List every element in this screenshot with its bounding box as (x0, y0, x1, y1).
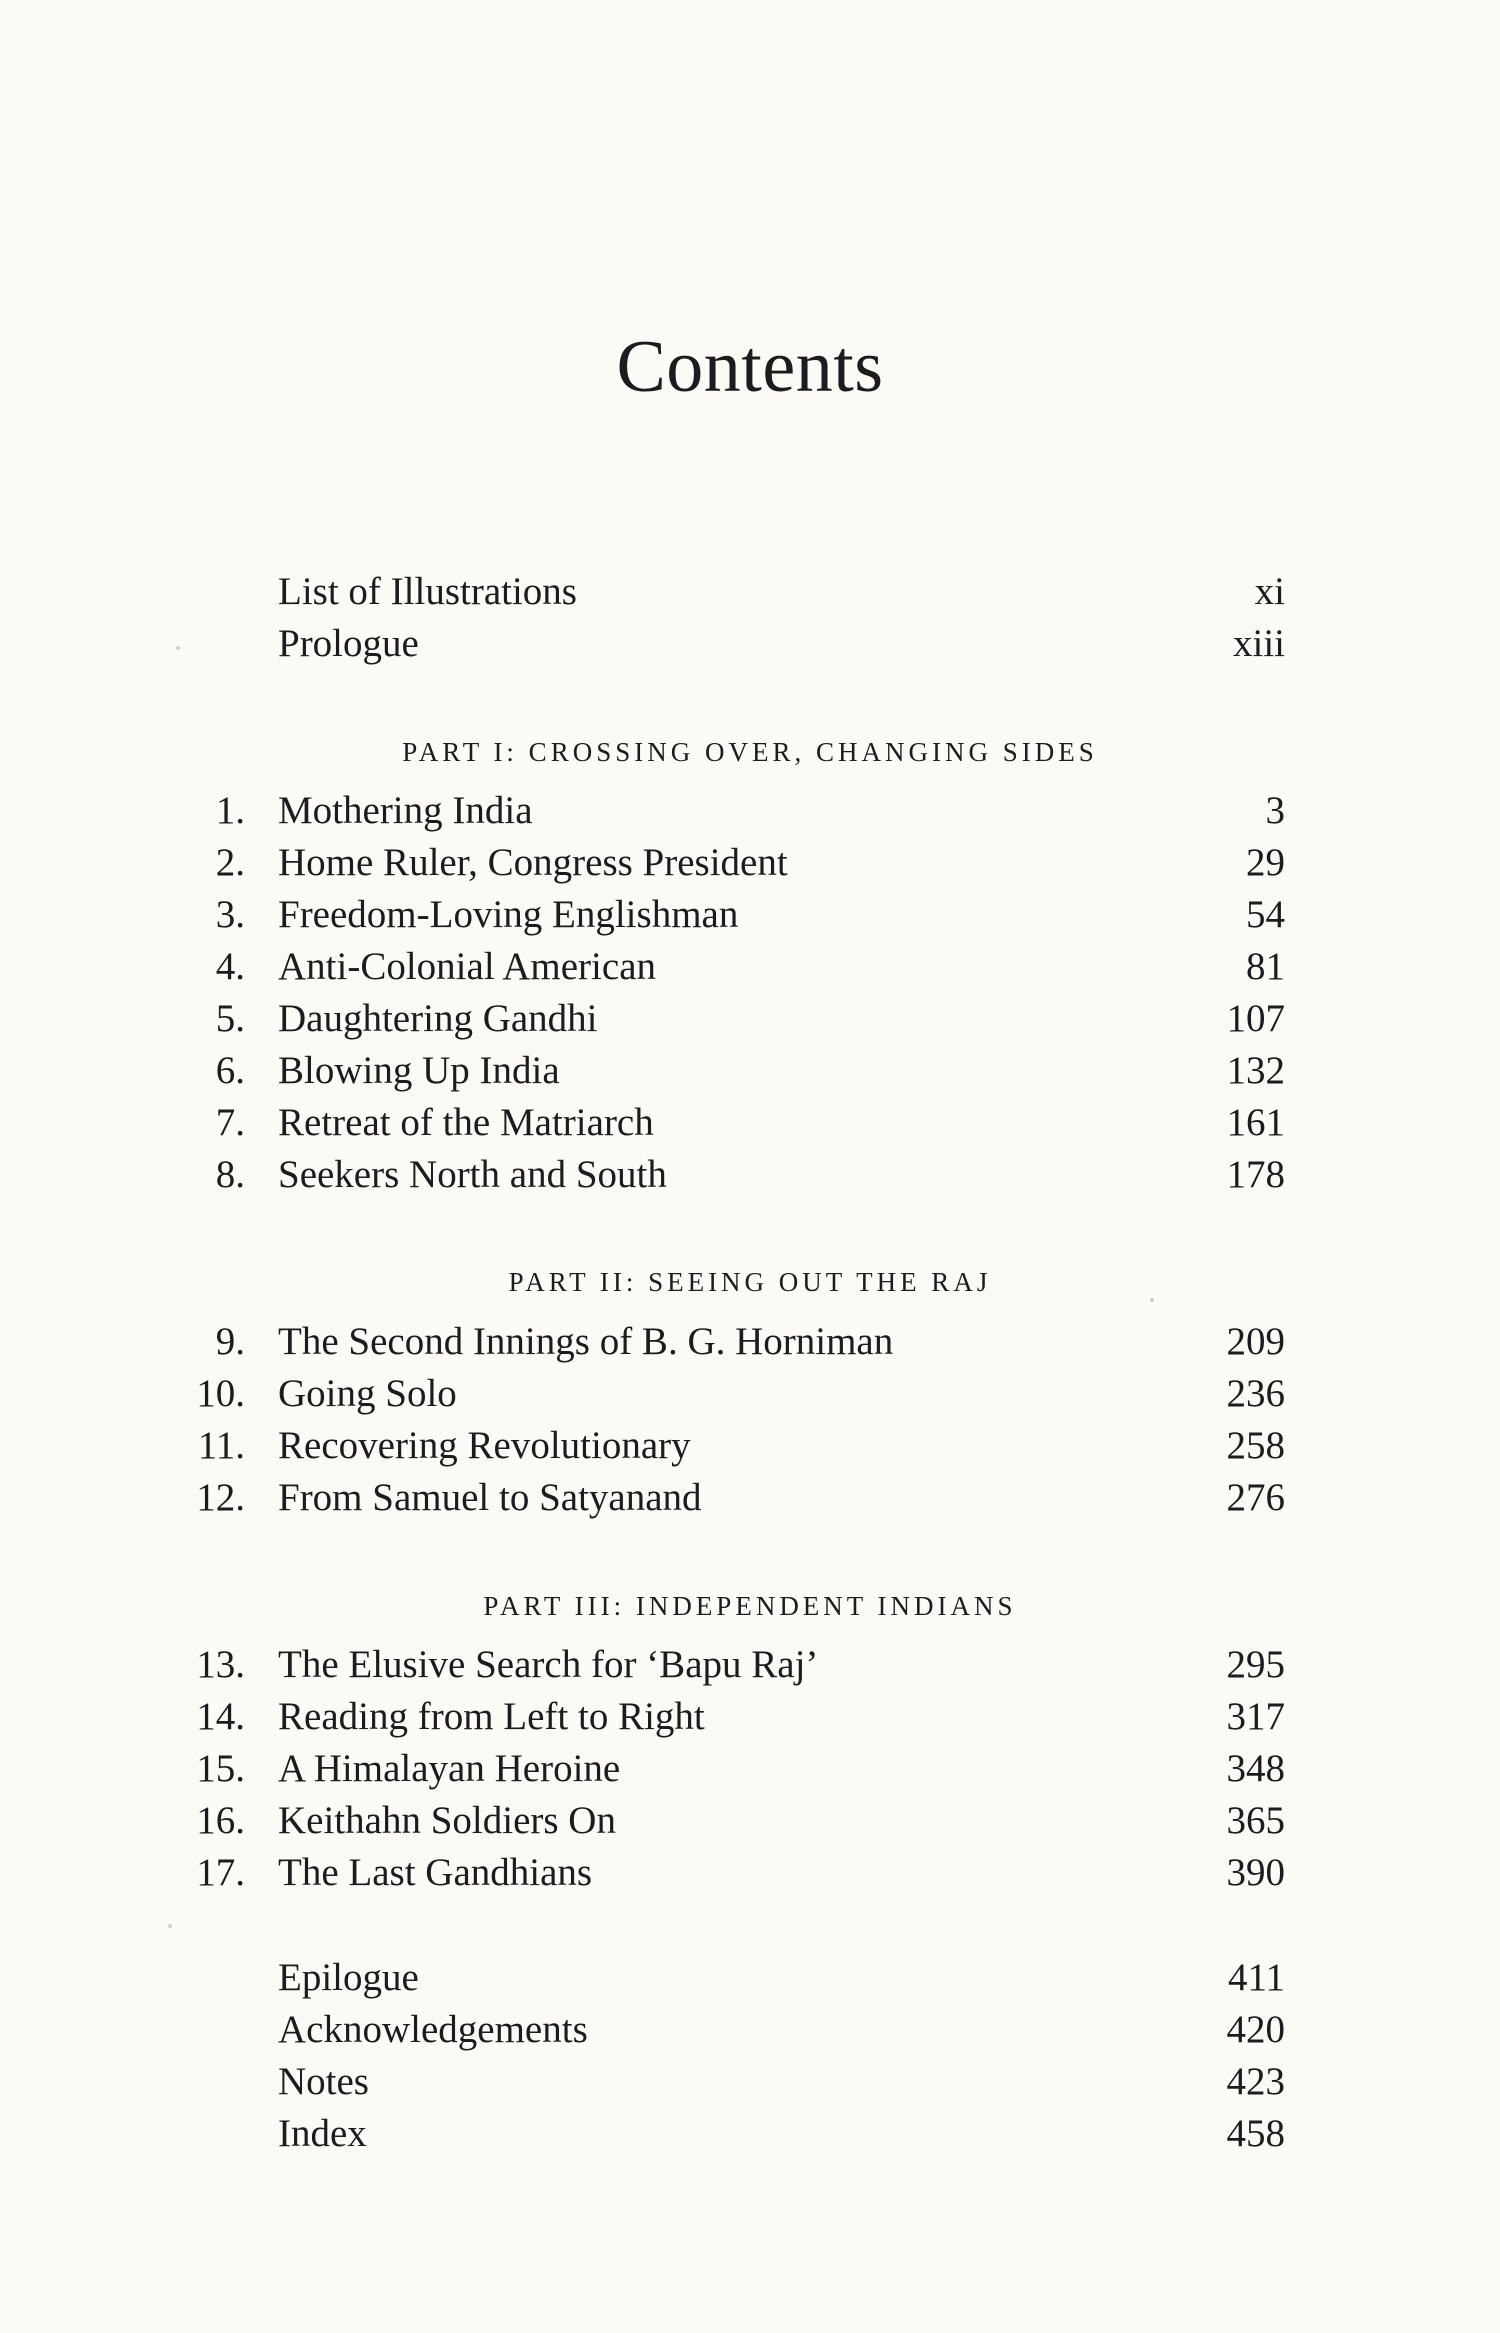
toc-entry-page: 132 (1226, 1049, 1285, 1092)
toc-entry-page: 258 (1226, 1424, 1285, 1467)
toc-entry-notes (0, 2056, 1500, 2108)
toc-entry-chapter-1 (0, 785, 1500, 837)
toc-entry-label: The Last Gandhians (278, 1851, 593, 1894)
toc-entry-label: Home Ruler, Congress President (278, 841, 788, 884)
toc-entry-page: 3 (1265, 789, 1285, 832)
toc-entry-page: 161 (1226, 1101, 1285, 1144)
toc-entry-number: 9. (215, 1320, 245, 1363)
toc-entry-label: List of Illustrations (278, 570, 577, 613)
toc-entry-page: 423 (1226, 2060, 1285, 2103)
toc-entry-number: 3. (215, 893, 245, 936)
toc-entry-acknowledgements (0, 2004, 1500, 2056)
toc-entry-chapter-10 (0, 1368, 1500, 1420)
toc-entry-page: 81 (1246, 945, 1285, 988)
toc-entry-page: 317 (1226, 1695, 1285, 1738)
toc-entry-label: Keithahn Soldiers On (278, 1799, 616, 1842)
toc-entry-page: 348 (1226, 1747, 1285, 1790)
toc-entry-label: Going Solo (278, 1372, 457, 1415)
toc-entry-chapter-15 (0, 1743, 1500, 1795)
toc-entry-number: 11. (197, 1424, 245, 1467)
toc-entry-page: 411 (1227, 1956, 1285, 1999)
toc-entry-label: Mothering India (278, 789, 533, 832)
toc-entry-label: Index (278, 2112, 367, 2155)
toc-entry-number: 12. (196, 1476, 245, 1519)
toc-entry-label: Epilogue (278, 1956, 419, 1999)
toc-entry-label: Notes (278, 2060, 369, 2103)
toc-entry-label: Reading from Left to Right (278, 1695, 705, 1738)
toc-entry-page: 107 (1226, 997, 1285, 1040)
toc-entry-number: 17. (196, 1851, 245, 1894)
scan-speck (176, 646, 180, 650)
part-heading-3: PART III: INDEPENDENT INDIANS (483, 1591, 1017, 1621)
toc-entry-label: A Himalayan Heroine (278, 1747, 621, 1790)
toc-entry-index (0, 2108, 1500, 2160)
toc-entry-chapter-4 (0, 941, 1500, 993)
toc-entry-label: Seekers North and South (278, 1153, 667, 1196)
scan-speck (1150, 1298, 1154, 1302)
page-title: Contents (616, 326, 884, 408)
toc-entry-label: Prologue (278, 622, 419, 665)
toc-entry-prologue (0, 618, 1500, 670)
toc-entry-page: 458 (1226, 2112, 1285, 2155)
toc-entry-number: 10. (196, 1372, 245, 1415)
toc-entry-chapter-2 (0, 837, 1500, 889)
toc-entry-page: xi (1254, 570, 1285, 613)
toc-entry-number: 8. (215, 1153, 245, 1196)
toc-entry-number: 6. (215, 1049, 245, 1092)
toc-entry-chapter-11 (0, 1420, 1500, 1472)
toc-entry-number: 1. (215, 789, 245, 832)
toc-entry-chapter-12 (0, 1472, 1500, 1524)
toc-entry-chapter-8 (0, 1149, 1500, 1201)
toc-entry-label: Blowing Up India (278, 1049, 560, 1092)
toc-entry-chapter-17 (0, 1847, 1500, 1899)
toc-entry-number: 15. (196, 1747, 245, 1790)
toc-entry-page: 295 (1226, 1643, 1285, 1686)
toc-entry-number: 16. (196, 1799, 245, 1842)
toc-entry-list-of-illustrations (0, 566, 1500, 618)
toc-entry-number: 4. (215, 945, 245, 988)
toc-entry-page: 420 (1226, 2008, 1285, 2051)
toc-entry-page: 365 (1226, 1799, 1285, 1842)
toc-entry-page: xiii (1232, 622, 1285, 665)
toc-entry-page: 178 (1226, 1153, 1285, 1196)
toc-entry-label: Freedom-Loving Englishman (278, 893, 739, 936)
toc-entry-page: 54 (1246, 893, 1285, 936)
toc-entry-page: 390 (1226, 1851, 1285, 1894)
toc-entry-label: Recovering Revolutionary (278, 1424, 691, 1467)
scan-speck (168, 1924, 172, 1928)
toc-entry-page: 236 (1226, 1372, 1285, 1415)
toc-entry-chapter-6 (0, 1045, 1500, 1097)
toc-entry-chapter-7 (0, 1097, 1500, 1149)
toc-entry-number: 7. (215, 1101, 245, 1144)
toc-entry-chapter-9 (0, 1316, 1500, 1368)
toc-entry-page: 276 (1226, 1476, 1285, 1519)
toc-entry-number: 2. (215, 841, 245, 884)
toc-entry-page: 209 (1226, 1320, 1285, 1363)
toc-entry-label: Retreat of the Matriarch (278, 1101, 654, 1144)
toc-entry-page: 29 (1246, 841, 1285, 884)
toc-entry-number: 14. (196, 1695, 245, 1738)
toc-entry-label: Daughtering Gandhi (278, 997, 598, 1040)
toc-entry-chapter-5 (0, 993, 1500, 1045)
toc-entry-label: The Second Innings of B. G. Horniman (278, 1320, 894, 1363)
toc-entry-number: 13. (196, 1643, 245, 1686)
part-heading-2: PART II: SEEING OUT THE RAJ (508, 1267, 992, 1297)
toc-entry-chapter-13 (0, 1639, 1500, 1691)
toc-entry-number: 5. (215, 997, 245, 1040)
toc-entry-chapter-16 (0, 1795, 1500, 1847)
toc-entry-chapter-14 (0, 1691, 1500, 1743)
toc-entry-chapter-3 (0, 889, 1500, 941)
toc-entry-label: The Elusive Search for ‘Bapu Raj’ (278, 1643, 819, 1686)
toc-entry-label: Acknowledgements (278, 2008, 588, 2051)
toc-entry-epilogue (0, 1952, 1500, 2004)
toc-entry-label: From Samuel to Satyanand (278, 1476, 702, 1519)
toc-entry-label: Anti-Colonial American (278, 945, 657, 988)
part-heading-1: PART I: CROSSING OVER, CHANGING SIDES (402, 737, 1098, 767)
